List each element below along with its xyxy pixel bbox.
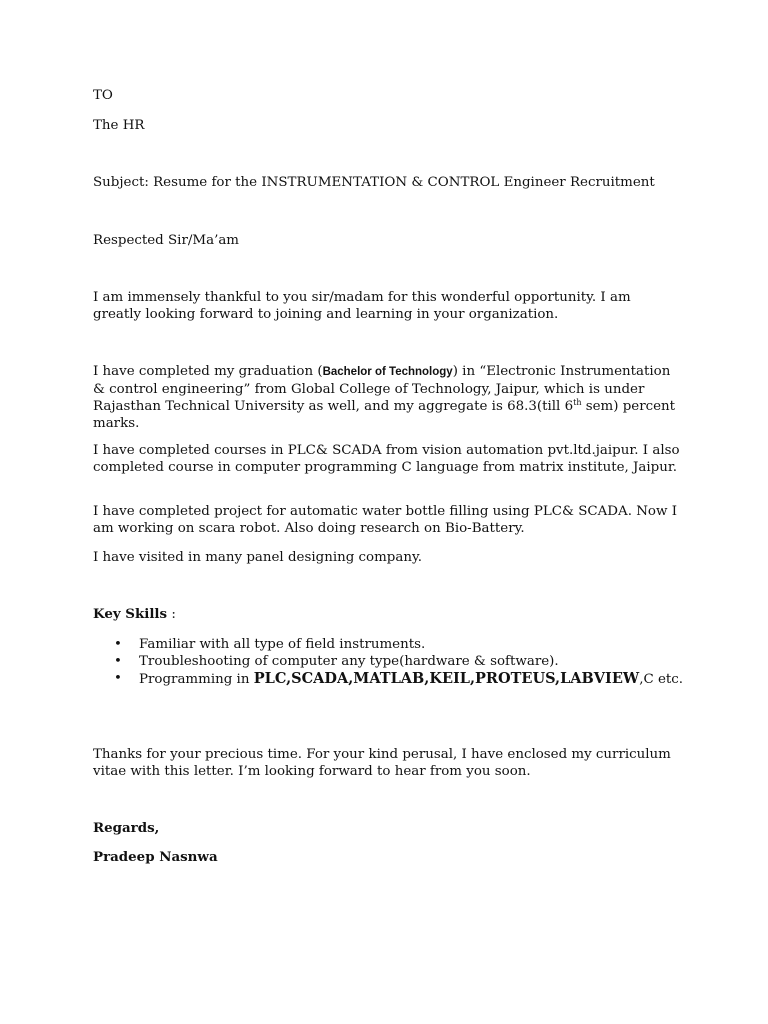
skills-heading-colon: : [167,607,176,622]
education-paragraph [93,363,683,432]
intro-paragraph: I am immensely thankful to you sir/madam for this wonderful opportunity. I am greatly looking forward to joining and learning in your organization. [93,290,631,322]
skill-item [93,670,683,688]
recipient-line: The HR [93,118,145,133]
degree-name: Bachelor of Technology [322,366,453,378]
skills-list [93,636,683,688]
closing-paragraph: Thanks for your precious time. For your kind perusal, I have enclosed my curriculum vitae with this letter. I’m looking forward to hear from you soon. [93,747,671,779]
signature-name: Pradeep Nasnwa [93,849,218,865]
education-text-end: sem) percent marks. [93,399,676,431]
courses-paragraph: I have completed courses in PLC& SCADA from vision automation pvt.ltd.jaipur. I also completed course in computer programming C language from matrix institute, Jaipur. [93,443,680,475]
education-text-start: I have completed my graduation ( [93,364,323,379]
programming-tools: PLC,SCADA,MATLAB,KEIL,PROTEUS,LABVIEW [253,670,640,687]
skill-item: • Familiar with all type of field instruments. [93,636,683,653]
skill-item-prefix: Programming in [139,672,254,687]
to-line: TO [93,88,113,103]
education-text-middle: ) in “Electronic Instrumentation & control engineering” from Global College of Technology, Jaipur, which is under Rajasthan Technical University as well, and my aggregate is 68.3(till 6 [93,364,671,414]
project-paragraph: I have completed project for automatic water bottle filling using PLC& SCADA. Now I am working on scara robot. Also doing research on Bio-Battery. [93,504,677,536]
visits-paragraph: I have visited in many panel designing company. [93,550,423,565]
salutation: Respected Sir/Ma’am [93,233,240,248]
ordinal-suffix: th [573,398,582,407]
regards: Regards, [93,820,160,836]
skill-item: • Troubleshooting of computer any type(hardware & software). [93,653,683,670]
skill-item-suffix: ,C etc. [639,672,684,687]
skills-heading: Key Skills [93,606,168,622]
skills-heading-line [93,606,683,623]
subject-line: Subject: Resume for the INSTRUMENTATION & CONTROL Engineer Recruitment [93,175,655,190]
